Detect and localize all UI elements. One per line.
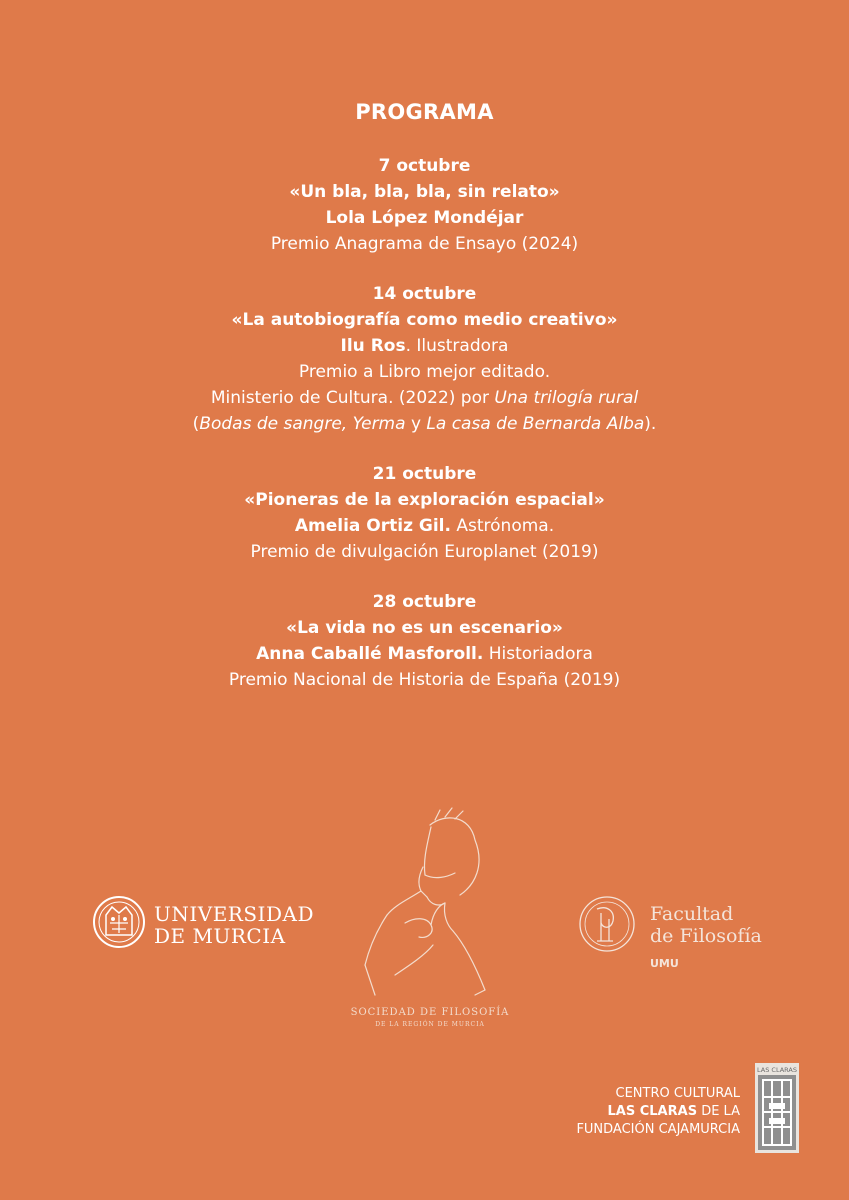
event-award-books [0,411,849,437]
event-speaker-role: Astrónoma. [450,516,555,536]
faculty-seal-icon [577,893,637,955]
philosopher-helmet-icon [335,805,525,1005]
program-list [0,153,849,717]
event-3 [0,461,849,565]
event-speaker-line [0,513,849,539]
event-4 [0,589,849,693]
event-date: 28 octubre [372,592,477,612]
box-label: LAS CLARAS [757,1066,797,1074]
event-speaker: Ilu Ros [340,336,406,356]
sociedad-filosofia-logo [335,805,525,1035]
event-award: Premio a Libro mejor editado. [298,362,551,382]
sociedad-region: DE LA REGIÓN DE MURCIA [375,1021,485,1028]
event-date: 7 octubre [378,156,471,176]
sociedad-name: SOCIEDAD DE FILOSOFÍA [350,1007,510,1018]
centro-line-1: CENTRO CULTURAL [615,1086,740,1101]
event-award-detail [0,385,849,411]
event-talk-title: «La autobiografía como medio creativo» [231,310,618,330]
umu-wordmark [154,903,314,947]
facultad-umu: UMU [650,957,679,970]
conjunction: y [405,414,427,434]
event-talk-title: «Un bla, bla, bla, sin relato» [289,182,560,202]
event-date: 21 octubre [372,464,477,484]
centro-las-claras: LAS CLARAS [607,1104,698,1119]
event-speaker-role: . Ilustradora [405,336,509,356]
event-speaker: Anna Caballé Masforoll. [256,644,484,664]
award-book-title: Una trilogía rural [494,388,639,408]
paren-open: ( [192,414,200,434]
award-detail-text: Ministerio de Cultura. (2022) por [210,388,495,408]
university-seal-icon [92,893,146,951]
facultad-wordmark [650,903,762,947]
centro-cultural-las-claras-logo [560,1063,800,1153]
event-speaker: Amelia Ortiz Gil. [294,516,451,536]
event-award: Premio de divulgación Europlanet (2019) [250,542,599,562]
las-claras-building-icon [755,1063,799,1153]
facultad-line-1: Facultad [650,903,734,925]
book-titles-1: Bodas de sangre, Yerma [199,414,406,434]
universidad-de-murcia-logo [92,893,322,953]
facultad-filosofia-logo [577,893,777,973]
event-speaker-role: Historiadora [483,644,593,664]
centro-line-3: FUNDACIÓN CAJAMURCIA [576,1122,740,1137]
event-1 [0,153,849,257]
event-speaker-line [0,641,849,667]
umu-line-1: UNIVERSIDAD [154,902,314,926]
event-2 [0,281,849,437]
umu-line-2: DE MURCIA [154,924,286,948]
event-award: Premio Anagrama de Ensayo (2024) [270,234,579,254]
page-title: PROGRAMA [355,100,494,124]
event-speaker-line [0,333,849,359]
paren-close: ). [644,414,657,434]
event-talk-title: «Pioneras de la exploración espacial» [244,490,605,510]
centro-de-la: DE LA [697,1104,740,1119]
event-date: 14 octubre [372,284,477,304]
centro-wordmark [576,1085,740,1139]
book-titles-2: La casa de Bernarda Alba [426,414,645,434]
event-award: Premio Nacional de Historia de España (2019) [228,670,621,690]
event-speaker: Lola López Mondéjar [325,208,524,228]
centro-line-2 [576,1103,740,1121]
facultad-line-2: de Filosofía [650,925,762,947]
event-talk-title: «La vida no es un escenario» [286,618,563,638]
